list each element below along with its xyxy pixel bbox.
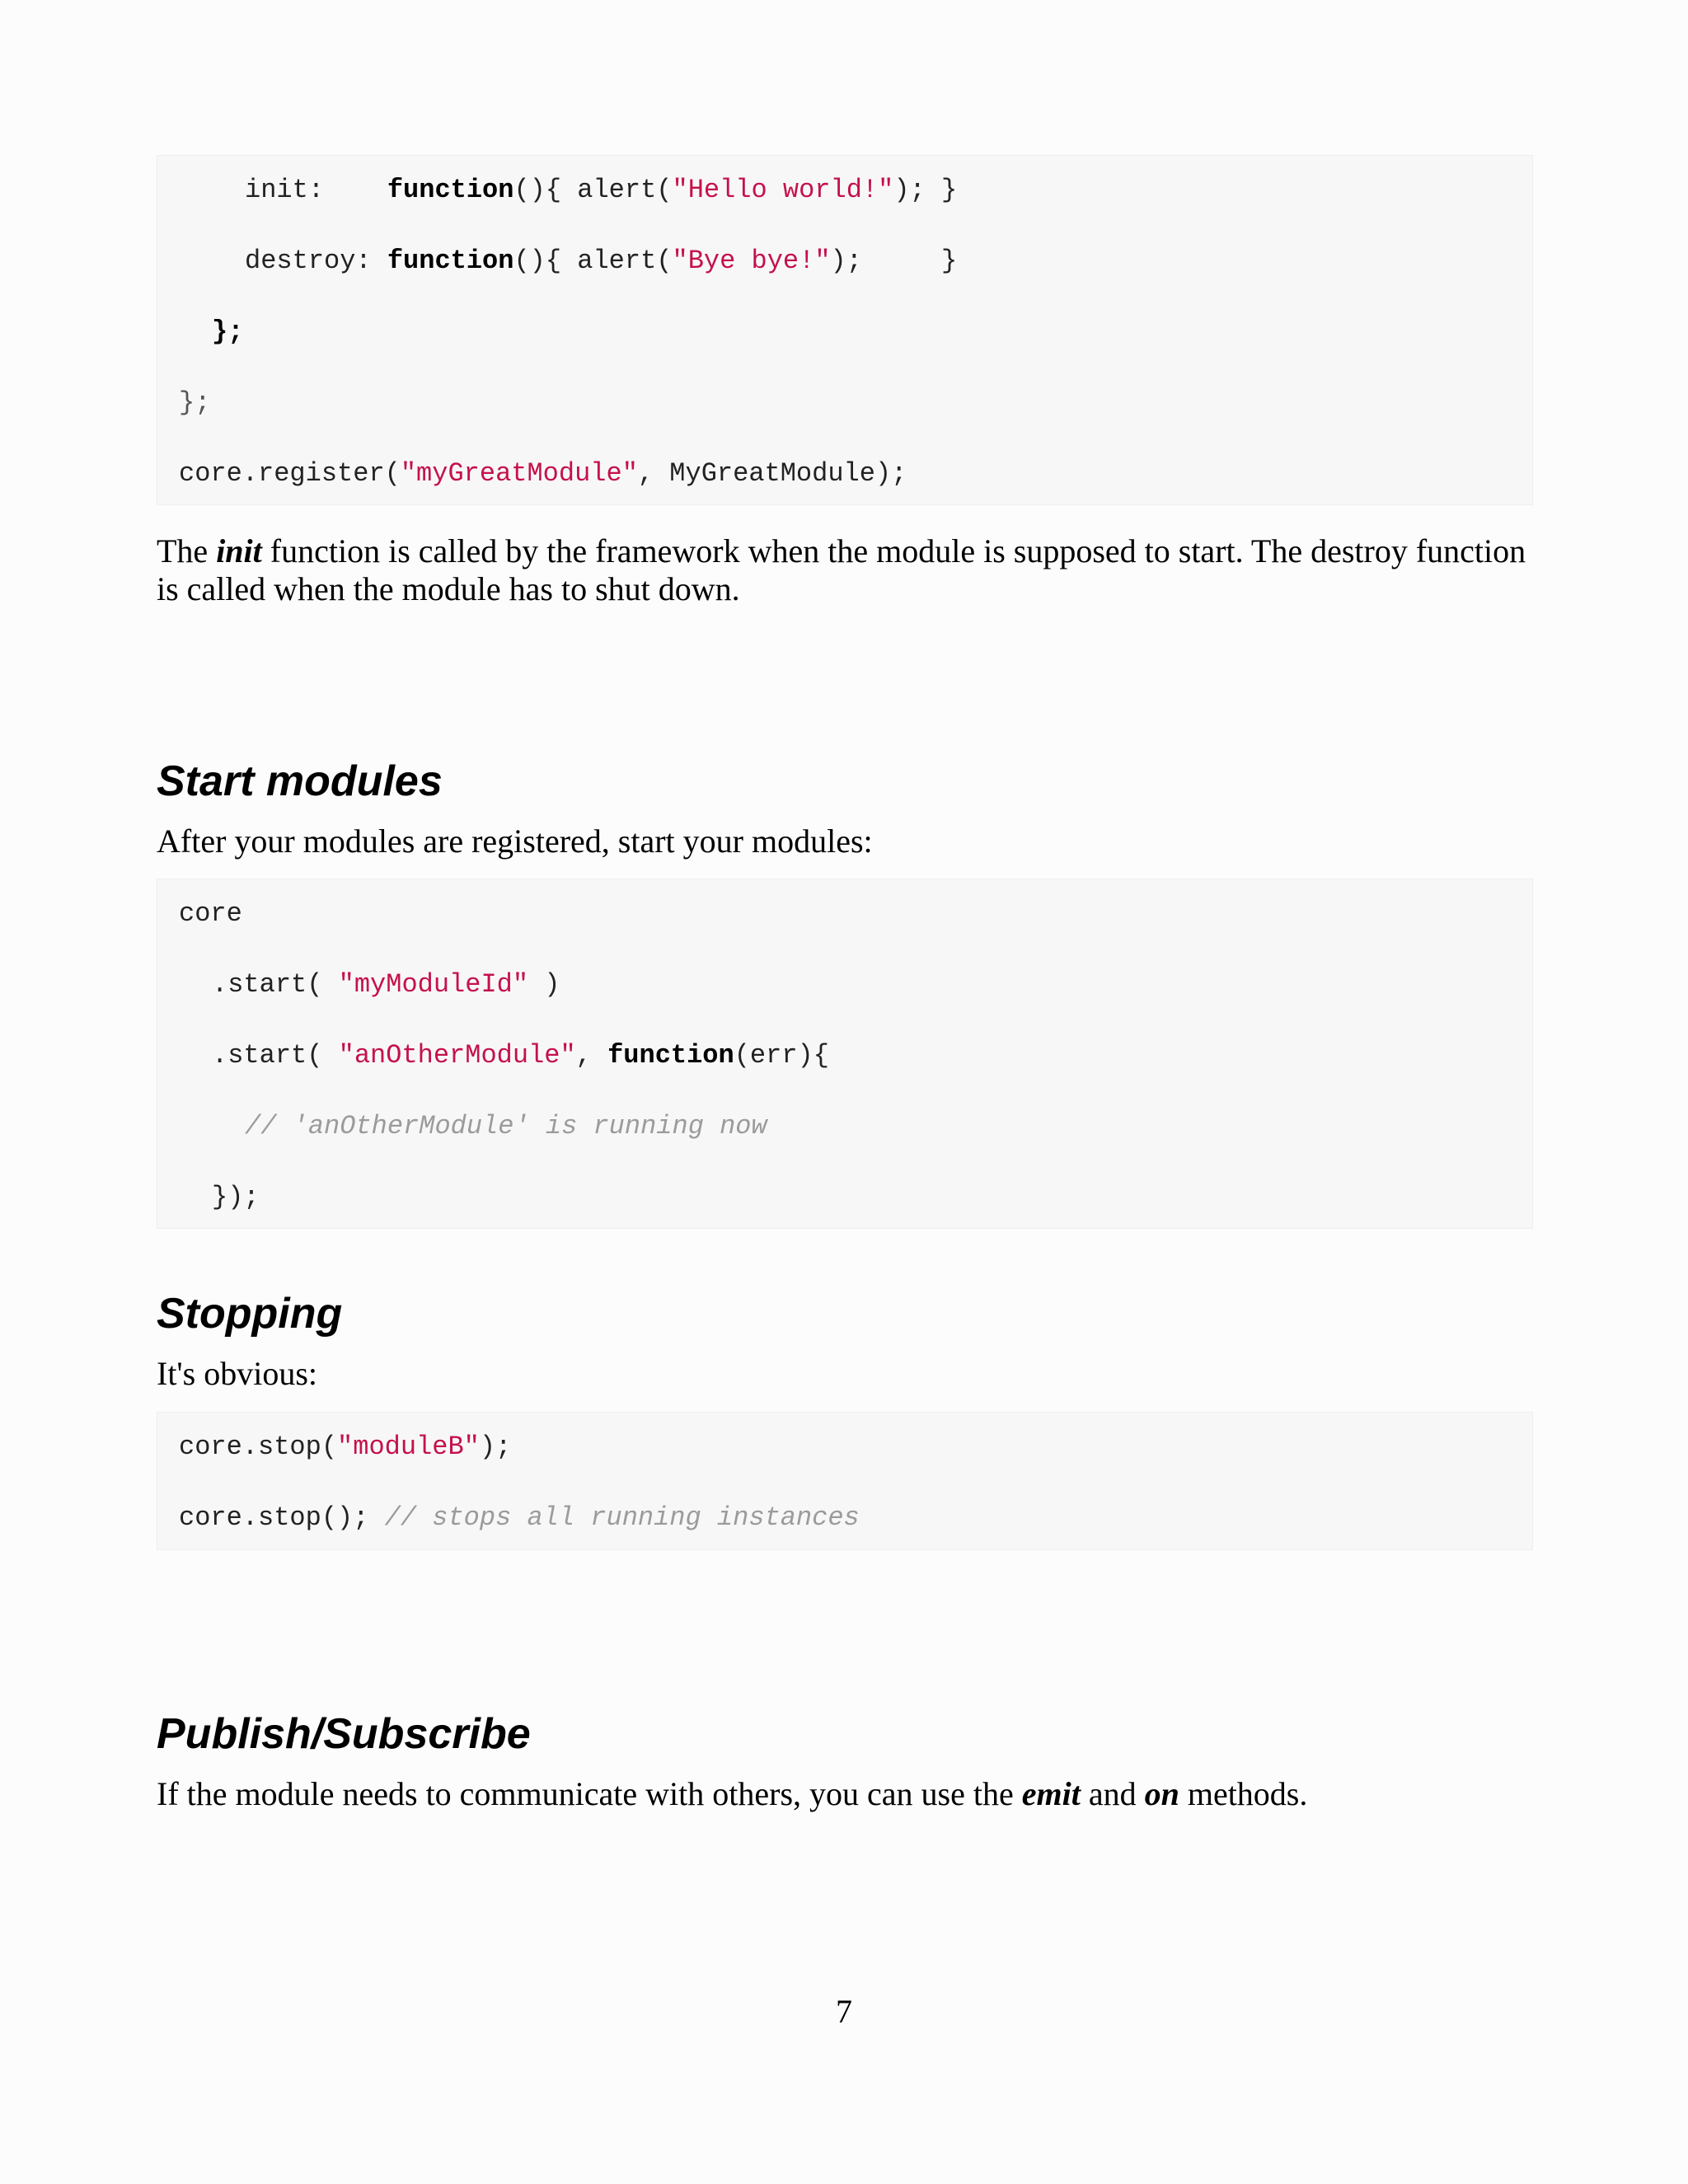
heading-stopping: Stopping	[157, 1290, 343, 1338]
code-line: core.register("myGreatModule", MyGreatModule);	[179, 458, 907, 489]
code-line: };	[179, 387, 211, 418]
code-line: .start( "anOtherModule", function(err){	[212, 1040, 829, 1071]
code-line: destroy: function(){ alert("Bye bye!"); }	[245, 246, 958, 276]
code-line: core	[179, 898, 242, 929]
start-modules-text: After your modules are registered, start your modules:	[157, 823, 873, 860]
publish-subscribe-text: If the module needs to communicate with others, you can use the emit and on methods.	[157, 1775, 1308, 1812]
stopping-text: It's obvious:	[157, 1355, 317, 1392]
code-comment: // 'anOtherModule' is running now	[245, 1111, 767, 1141]
code-line: });	[212, 1182, 260, 1212]
heading-publish-subscribe: Publish/Subscribe	[157, 1710, 531, 1758]
code-line: };	[212, 316, 244, 347]
code-line: core.stop("moduleB");	[179, 1432, 512, 1462]
code-line: .start( "myModuleId" )	[212, 969, 560, 1000]
code-line: core.stop(); // stops all running instances	[179, 1502, 860, 1533]
code-block-start	[157, 879, 1533, 1229]
code-block-stop	[157, 1412, 1533, 1550]
heading-start-modules: Start modules	[157, 757, 443, 805]
code-block-module-definition	[157, 155, 1533, 505]
page-number: 7	[836, 1993, 852, 2030]
init-description: The init function is called by the framework when the module is supposed to start. The destroy function is called when the module has to shut down.	[157, 532, 1526, 607]
code-line: init: function(){ alert("Hello world!"); }	[245, 175, 958, 205]
